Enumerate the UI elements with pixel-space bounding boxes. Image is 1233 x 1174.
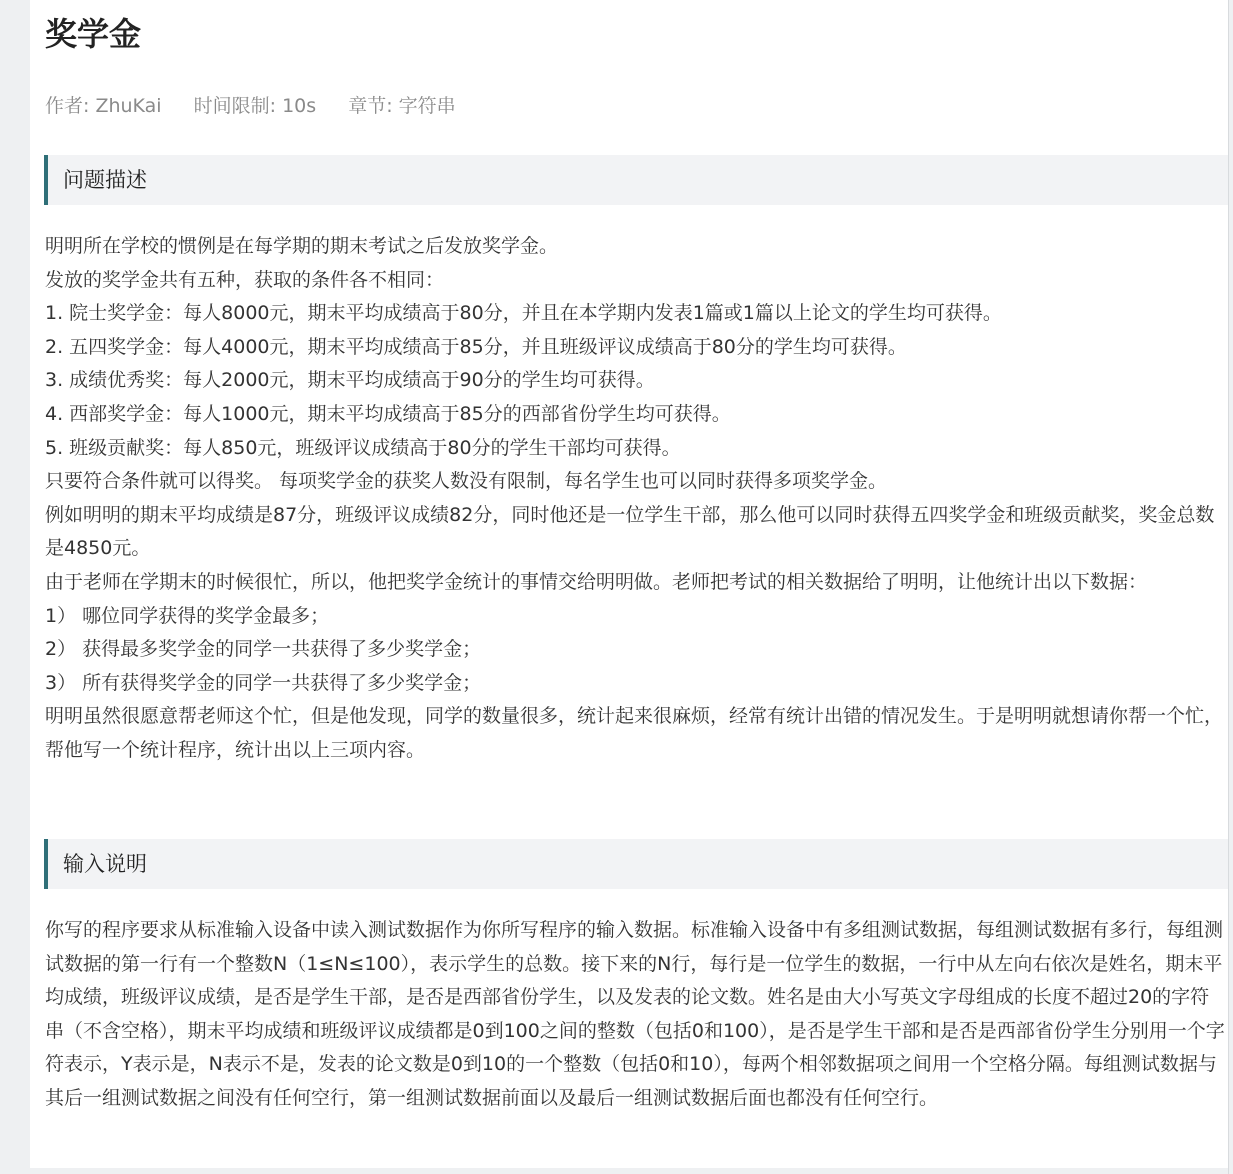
description-line: 1. 院士奖学金：每人8000元，期末平均成绩高于80分，并且在本学期内发表1篇或1篇以上论文的学生均可获得。 (45, 302, 1002, 325)
description-line: 4. 西部奖学金：每人1000元，期末平均成绩高于85分的西部省份学生均可获得。 (45, 402, 731, 425)
description-line: 发放的奖学金共有五种，获取的条件各不相同： (45, 268, 445, 291)
problem-card (30, 0, 1228, 1168)
description-line: 由于老师在学期末的时候很忙，所以，他把奖学金统计的事情交给明明做。老师把考试的相关数据给了明明，让他统计出以下数据： (45, 570, 1148, 593)
input-body (45, 914, 1225, 1116)
description-line: 3） 所有获得奖学金的同学一共获得了多少奖学金； (45, 671, 482, 694)
description-line: 明明所在学校的惯例是在每学期的期末考试之后发放奖学金。 (45, 235, 559, 257)
description-line: 3. 成绩优秀奖：每人2000元，期末平均成绩高于90分的学生均可获得。 (45, 369, 655, 392)
page-edge-divider (1228, 0, 1229, 1174)
description-line: 只要符合条件就可以得奖。 每项奖学金的获奖人数没有限制，每名学生也可以同时获得多项奖学金。 (45, 470, 888, 493)
section-header-description (44, 155, 1228, 205)
description-line: 例如明明的期末平均成绩是87分，班级评议成绩82分，同时他还是一位学生干部，那么他可以同时获得五四奖学金和班级贡献奖，奖金总数是4850元。 (45, 503, 1215, 560)
section-title-input: 输入说明 (63, 852, 147, 876)
input-paragraph: 你写的程序要求从标准输入设备中读入测试数据作为你所写程序的输入数据。标准输入设备中有多组测试数据，每组测试数据有多行，每组测试数据的第一行有一个整数N（1≤N≤100），表示学生的总数。接下来的N行，每行是一位学生的数据，一行中从左向右依次是姓名，期末平均成绩，班级评议成绩，是否是学生干部，是否是西部省份学生，以及发表的论文数。姓名是由大小写英文字母组成的长度不超过20的字符串（不含空格），期末平均成绩和班级评议成绩都是0到100之间的整数（包括0和100），是否是学生干部和是否是西部省份学生分别用一个字符表示，Y表示是，N表示不是，发表的论文数是0到10的一个整数（包括0和10），每两个相邻数据项之间用一个空格分隔。每组测试数据与其后一组测试数据之间没有任何空行，第一组测试数据前面以及最后一组测试数据后面也都没有任何空行。 (45, 919, 1225, 1109)
description-line: 1） 哪位同学获得的奖学金最多； (45, 604, 330, 627)
problem-title: 奖学金 (45, 15, 142, 53)
problem-meta (45, 92, 482, 120)
description-line: 2） 获得最多奖学金的同学一共获得了多少奖学金； (45, 638, 482, 661)
meta-author: 作者: ZhuKai (45, 95, 162, 117)
meta-time-limit: 时间限制: 10s (193, 95, 317, 117)
description-line: 2. 五四奖学金：每人4000元，期末平均成绩高于85分，并且班级评议成绩高于80分的学生均可获得。 (45, 335, 907, 358)
section-header-input (44, 839, 1228, 889)
section-title-description: 问题描述 (63, 168, 147, 192)
description-body (45, 230, 1225, 768)
description-line: 5. 班级贡献奖：每人850元，班级评议成绩高于80分的学生干部均可获得。 (45, 436, 681, 459)
description-line: 明明虽然很愿意帮老师这个忙，但是他发现，同学的数量很多，统计起来很麻烦，经常有统计出错的情况发生。于是明明就想请你帮一个忙，帮他写一个统计程序，统计出以上三项内容。 (45, 705, 1224, 761)
meta-chapter: 章节: 字符串 (348, 95, 456, 117)
